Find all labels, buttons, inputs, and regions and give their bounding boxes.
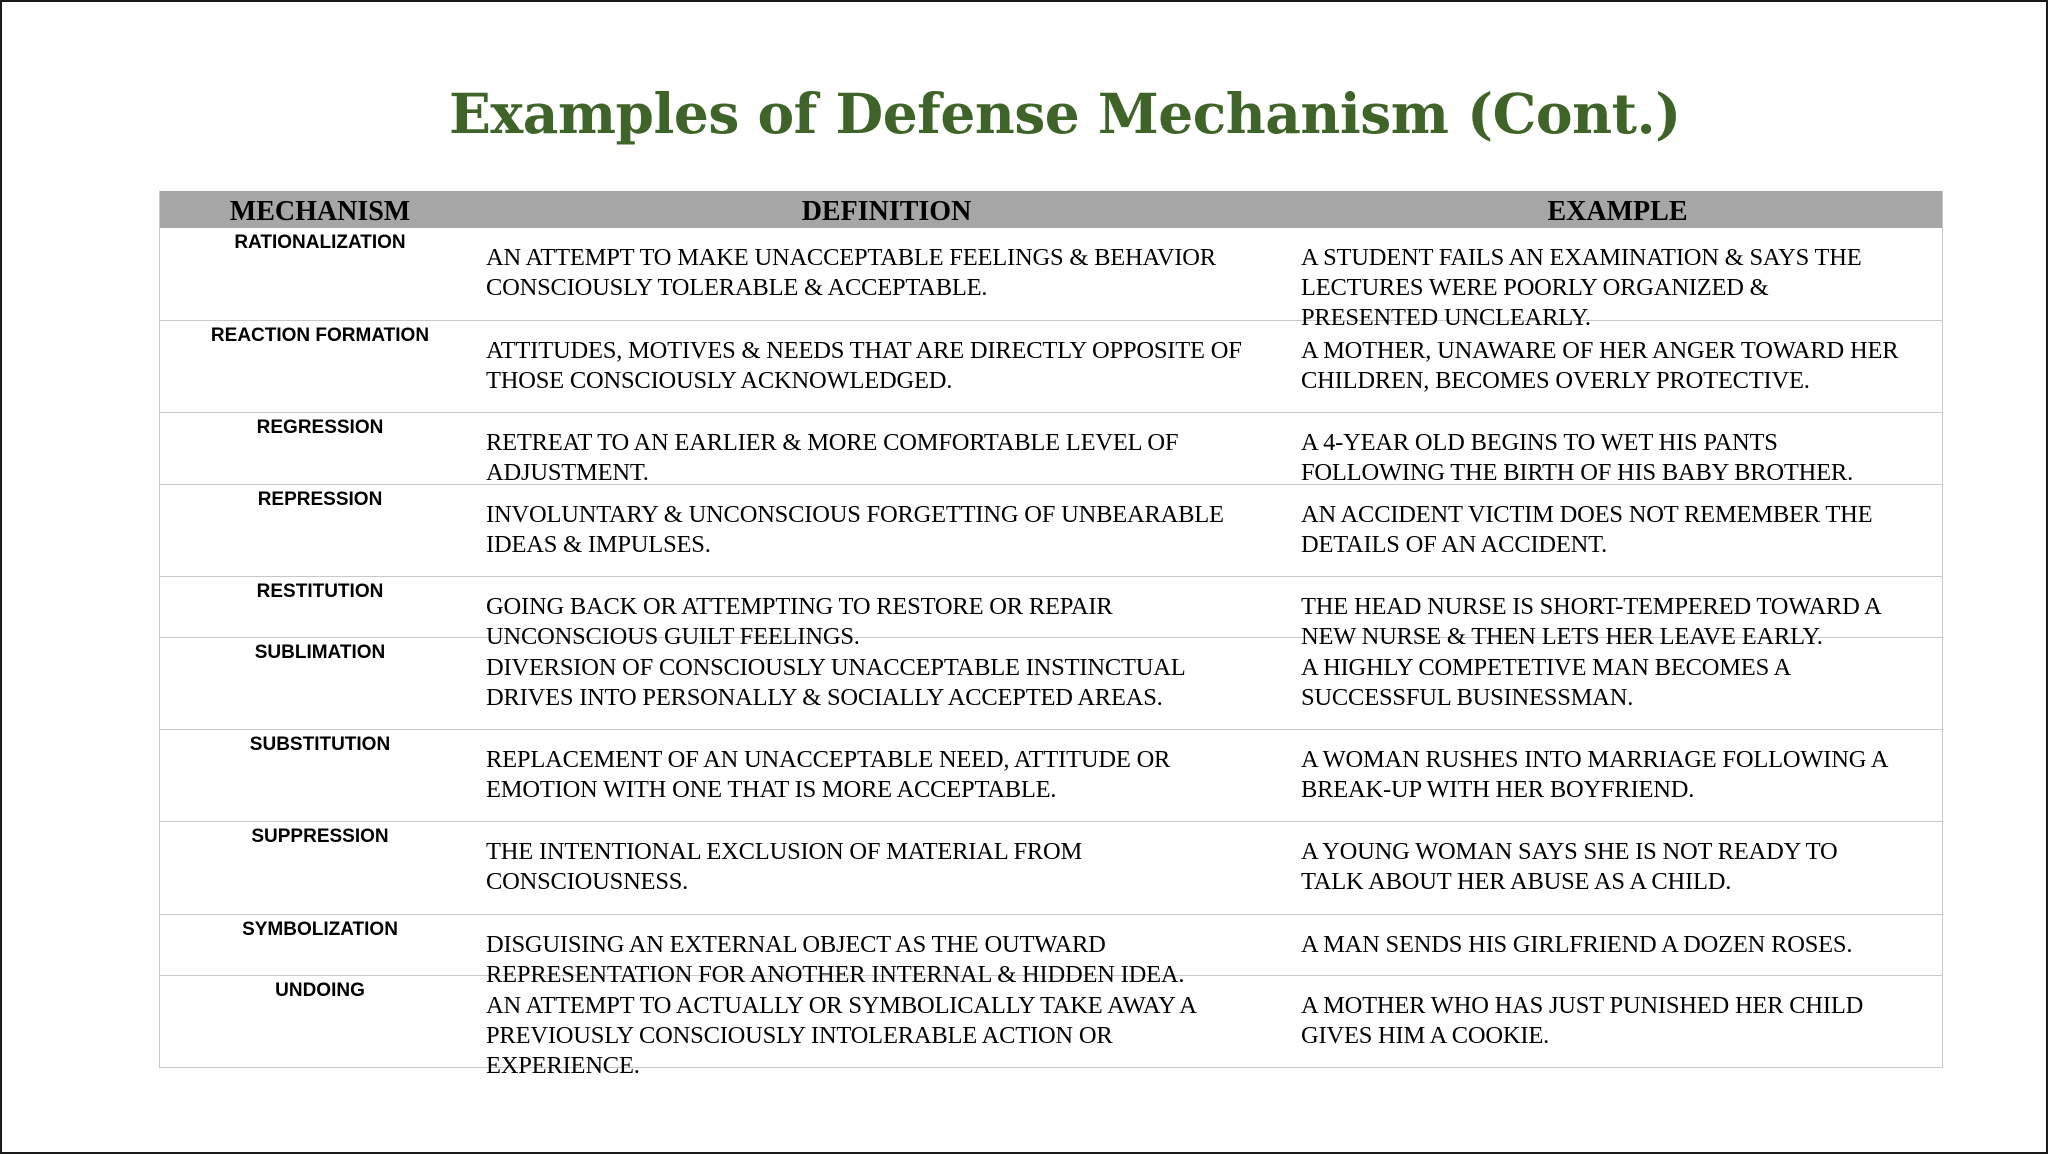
definition-cell: AN ATTEMPT TO ACTUALLY OR SYMBOLICALLY TAKE AWAY A PREVIOUSLY CONSCIOUSLY INTOLERABLE ACTION OR EXPERIENCE.	[486, 992, 1197, 1079]
table-body	[160, 228, 1942, 1079]
mechanism-cell: SYMBOLIZATION	[242, 919, 398, 940]
example-cell: A MAN SENDS HIS GIRLFRIEND A DOZEN ROSES.	[1301, 931, 1853, 958]
example-cell: A WOMAN RUSHES INTO MARRIAGE FOLLOWING A BREAK-UP WITH HER BOYFRIEND.	[1301, 746, 1889, 803]
mechanism-cell: SUBSTITUTION	[249, 734, 391, 755]
example-cell: A STUDENT FAILS AN EXAMINATION & SAYS THE LECTURES WERE POORLY ORGANIZED & PRESENTED UNCLEARLY.	[1301, 244, 1862, 331]
table-row	[160, 821, 1942, 914]
table-row	[160, 914, 1942, 988]
defense-mechanism-table	[159, 191, 1943, 1079]
definition-cell: INVOLUNTARY & UNCONSCIOUS FORGETTING OF UNBEARABLE IDEAS & IMPULSES.	[486, 501, 1224, 558]
mechanism-cell: SUPPRESSION	[251, 826, 389, 847]
definition-cell: RETREAT TO AN EARLIER & MORE COMFORTABLE LEVEL OF ADJUSTMENT.	[486, 429, 1179, 486]
table-row	[160, 729, 1942, 821]
example-cell: A 4-YEAR OLD BEGINS TO WET HIS PANTS FOLLOWING THE BIRTH OF HIS BABY BROTHER.	[1301, 429, 1853, 486]
table-row	[160, 228, 1942, 331]
definition-cell: DIVERSION OF CONSCIOUSLY UNACCEPTABLE INSTINCTUAL DRIVES INTO PERSONALLY & SOCIALLY ACCEPTED AREAS.	[486, 654, 1186, 711]
mechanism-cell: REGRESSION	[256, 417, 384, 438]
header-example: EXAMPLE	[1547, 196, 1688, 227]
header-definition: DEFINITION	[801, 196, 972, 227]
table-row	[160, 412, 1942, 484]
header-mechanism: MECHANISM	[229, 196, 411, 227]
mechanism-cell: RESTITUTION	[256, 581, 384, 602]
example-cell: AN ACCIDENT VICTIM DOES NOT REMEMBER THE DETAILS OF AN ACCIDENT.	[1301, 501, 1873, 558]
mechanism-cell: SUBLIMATION	[254, 642, 386, 663]
example-cell: A YOUNG WOMAN SAYS SHE IS NOT READY TO TALK ABOUT HER ABUSE AS A CHILD.	[1301, 838, 1838, 895]
mechanism-cell: RATIONALIZATION	[234, 232, 406, 253]
table-row	[160, 975, 1942, 1079]
definition-cell: REPLACEMENT OF AN UNACCEPTABLE NEED, ATTITUDE OR EMOTION WITH ONE THAT IS MORE ACCEPTABLE.	[486, 746, 1171, 803]
definition-cell: THE INTENTIONAL EXCLUSION OF MATERIAL FROM CONSCIOUSNESS.	[486, 838, 1083, 895]
definition-cell: AN ATTEMPT TO MAKE UNACCEPTABLE FEELINGS & BEHAVIOR CONSCIOUSLY TOLERABLE & ACCEPTABLE.	[486, 244, 1216, 301]
example-cell: A HIGHLY COMPETETIVE MAN BECOMES A SUCCESSFUL BUSINESSMAN.	[1301, 654, 1792, 711]
table-header-row	[160, 191, 1942, 228]
table-row	[160, 637, 1942, 729]
slide-title: Examples of Defense Mechanism (Cont.)	[449, 81, 1681, 146]
table-row	[160, 484, 1942, 576]
mechanism-cell: REACTION FORMATION	[210, 325, 430, 346]
mechanism-cell: REPRESSION	[257, 489, 383, 510]
table-row	[160, 320, 1942, 412]
mechanism-cell: UNDOING	[275, 980, 365, 1001]
definition-cell: ATTITUDES, MOTIVES & NEEDS THAT ARE DIRECTLY OPPOSITE OF THOSE CONSCIOUSLY ACKNOWLEDGED.	[486, 337, 1242, 394]
definition-cell: DISGUISING AN EXTERNAL OBJECT AS THE OUTWARD REPRESENTATION FOR ANOTHER INTERNAL & HIDDEN IDEA.	[486, 931, 1185, 988]
example-cell: A MOTHER, UNAWARE OF HER ANGER TOWARD HER CHILDREN, BECOMES OVERLY PROTECTIVE.	[1301, 337, 1899, 394]
example-cell: A MOTHER WHO HAS JUST PUNISHED HER CHILD GIVES HIM A COOKIE.	[1301, 992, 1864, 1049]
table-row	[160, 576, 1942, 650]
example-cell: THE HEAD NURSE IS SHORT-TEMPERED TOWARD A NEW NURSE & THEN LETS HER LEAVE EARLY.	[1301, 593, 1882, 650]
definition-cell: GOING BACK OR ATTEMPTING TO RESTORE OR REPAIR UNCONSCIOUS GUILT FEELINGS.	[486, 593, 1113, 650]
